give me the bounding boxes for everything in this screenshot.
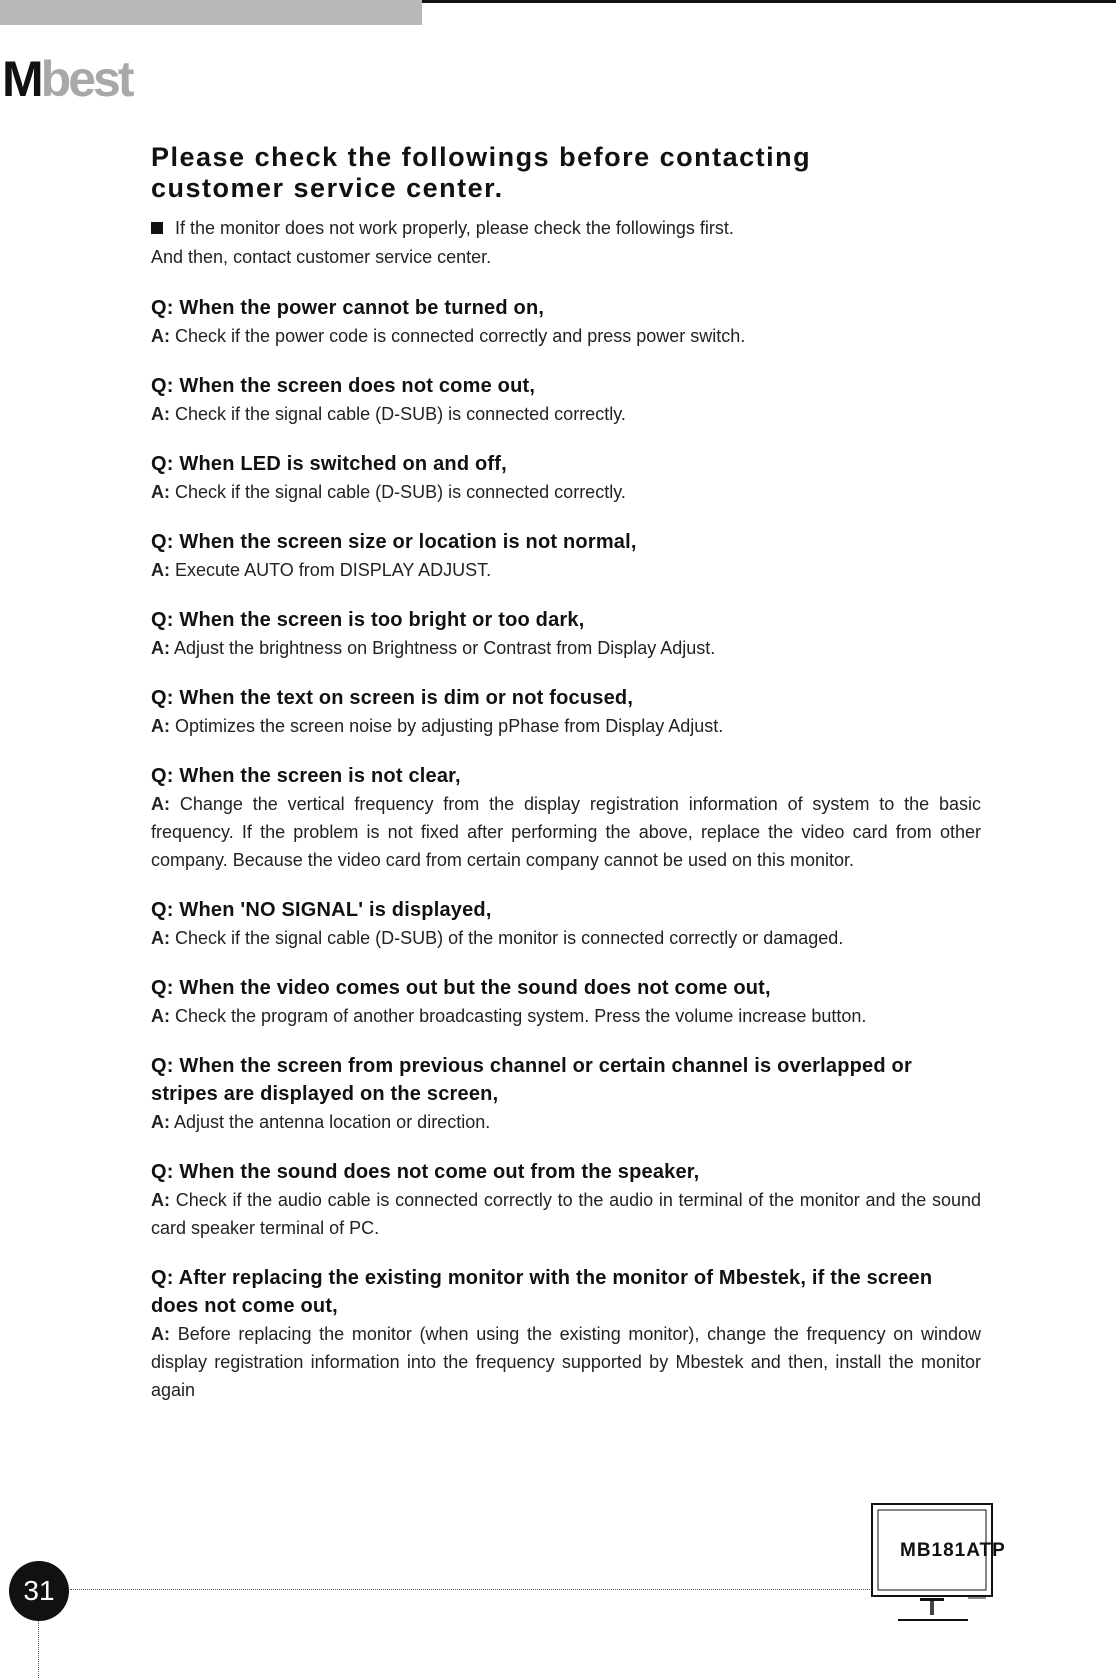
answer-prefix: A:	[151, 1190, 170, 1210]
answer-text: Change the vertical frequency from the display registration information of system to the basic frequency. If the problem is not fixed after performing the above, replace the video card from other company. Because the video card from certain company cannot be used on this monitor.	[151, 794, 981, 870]
answer-prefix: A:	[151, 794, 170, 814]
answer-text: Check the program of another broadcasting system. Press the volume increase button.	[175, 1006, 867, 1026]
square-bullet-icon	[151, 222, 163, 234]
title-line-1: Please check the followings before contacting	[151, 142, 812, 172]
question: Q: After replacing the existing monitor with the monitor of Mbestek, if the screen does not come out,	[151, 1267, 933, 1317]
qa-item	[151, 1052, 981, 1136]
answer-prefix: A:	[151, 560, 170, 580]
footer-dotted-vertical	[38, 1612, 39, 1678]
answer	[151, 1108, 981, 1136]
intro-line-1: If the monitor does not work properly, please check the followings first.	[175, 218, 734, 238]
qa-item	[151, 974, 981, 1030]
answer	[151, 400, 981, 428]
header-rule	[422, 0, 1116, 3]
intro-line-2: And then, contact customer service center.	[151, 247, 492, 267]
answer-prefix: A:	[151, 1324, 170, 1344]
answer-text: Check if the signal cable (D-SUB) of the monitor is connected correctly or damaged.	[175, 928, 844, 948]
monitor-icon	[868, 1500, 1018, 1630]
answer-prefix: A:	[151, 716, 170, 736]
page-number: 31	[9, 1561, 69, 1621]
question: Q: When the screen from previous channel or certain channel is overlapped or stripes are displayed on the screen,	[151, 1055, 912, 1105]
model-label: MB181ATP	[900, 1540, 1006, 1561]
answer	[151, 478, 981, 506]
qa-item	[151, 294, 981, 350]
qa-item	[151, 762, 981, 874]
title-line-2: customer service center.	[151, 173, 504, 203]
question: Q: When the power cannot be turned on,	[151, 297, 545, 319]
qa-item	[151, 684, 981, 740]
answer	[151, 634, 981, 662]
main-content	[151, 142, 981, 1404]
qa-item	[151, 606, 981, 662]
answer	[151, 322, 981, 350]
intro-text	[151, 214, 981, 272]
answer-text: Optimizes the screen noise by adjusting pPhase from Display Adjust.	[175, 716, 724, 736]
answer-prefix: A:	[151, 928, 170, 948]
answer-prefix: A:	[151, 638, 170, 658]
answer	[151, 1002, 981, 1030]
brand-logo	[2, 52, 131, 106]
logo-m: M	[2, 51, 41, 107]
answer	[151, 1320, 981, 1404]
footer-dotted-rule	[70, 1589, 870, 1590]
qa-item	[151, 372, 981, 428]
answer-text: Check if the power code is connected correctly and press power switch.	[175, 326, 746, 346]
answer-prefix: A:	[151, 1112, 170, 1132]
answer-prefix: A:	[151, 1006, 170, 1026]
question: Q: When the text on screen is dim or not focused,	[151, 687, 634, 709]
answer-prefix: A:	[151, 482, 170, 502]
header-gray-bar	[0, 0, 422, 25]
answer-text: Check if the signal cable (D-SUB) is connected correctly.	[175, 482, 626, 502]
question: Q: When the screen is too bright or too dark,	[151, 609, 585, 631]
answer	[151, 790, 981, 874]
question: Q: When the video comes out but the sound does not come out,	[151, 977, 771, 999]
answer-text: Adjust the antenna location or direction.	[174, 1112, 491, 1132]
qa-item	[151, 528, 981, 584]
qa-item	[151, 1158, 981, 1242]
answer-text: Check if the signal cable (D-SUB) is connected correctly.	[175, 404, 626, 424]
qa-item	[151, 1264, 981, 1404]
answer-text: Check if the audio cable is connected correctly to the audio in terminal of the monitor and the sound card speaker terminal of PC.	[151, 1190, 981, 1238]
answer	[151, 1186, 981, 1242]
answer	[151, 924, 981, 952]
question: Q: When 'NO SIGNAL' is displayed,	[151, 899, 492, 921]
logo-rest: best	[40, 51, 132, 107]
qa-item	[151, 450, 981, 506]
qa-list	[151, 294, 981, 1404]
answer-text: Adjust the brightness on Brightness or Contrast from Display Adjust.	[174, 638, 716, 658]
question: Q: When the screen is not clear,	[151, 765, 461, 787]
answer-text: Before replacing the monitor (when using the existing monitor), change the frequency on window display registration information into the frequency supported by Mbestek and then, install the monitor again	[151, 1324, 981, 1400]
question: Q: When the screen does not come out,	[151, 375, 536, 397]
page-title	[151, 142, 981, 204]
question: Q: When the screen size or location is not normal,	[151, 531, 637, 553]
question: Q: When LED is switched on and off,	[151, 453, 507, 475]
answer	[151, 712, 981, 740]
answer	[151, 556, 981, 584]
qa-item	[151, 896, 981, 952]
answer-prefix: A:	[151, 404, 170, 424]
answer-text: Execute AUTO from DISPLAY ADJUST.	[175, 560, 492, 580]
question: Q: When the sound does not come out from the speaker,	[151, 1161, 700, 1183]
answer-prefix: A:	[151, 326, 170, 346]
